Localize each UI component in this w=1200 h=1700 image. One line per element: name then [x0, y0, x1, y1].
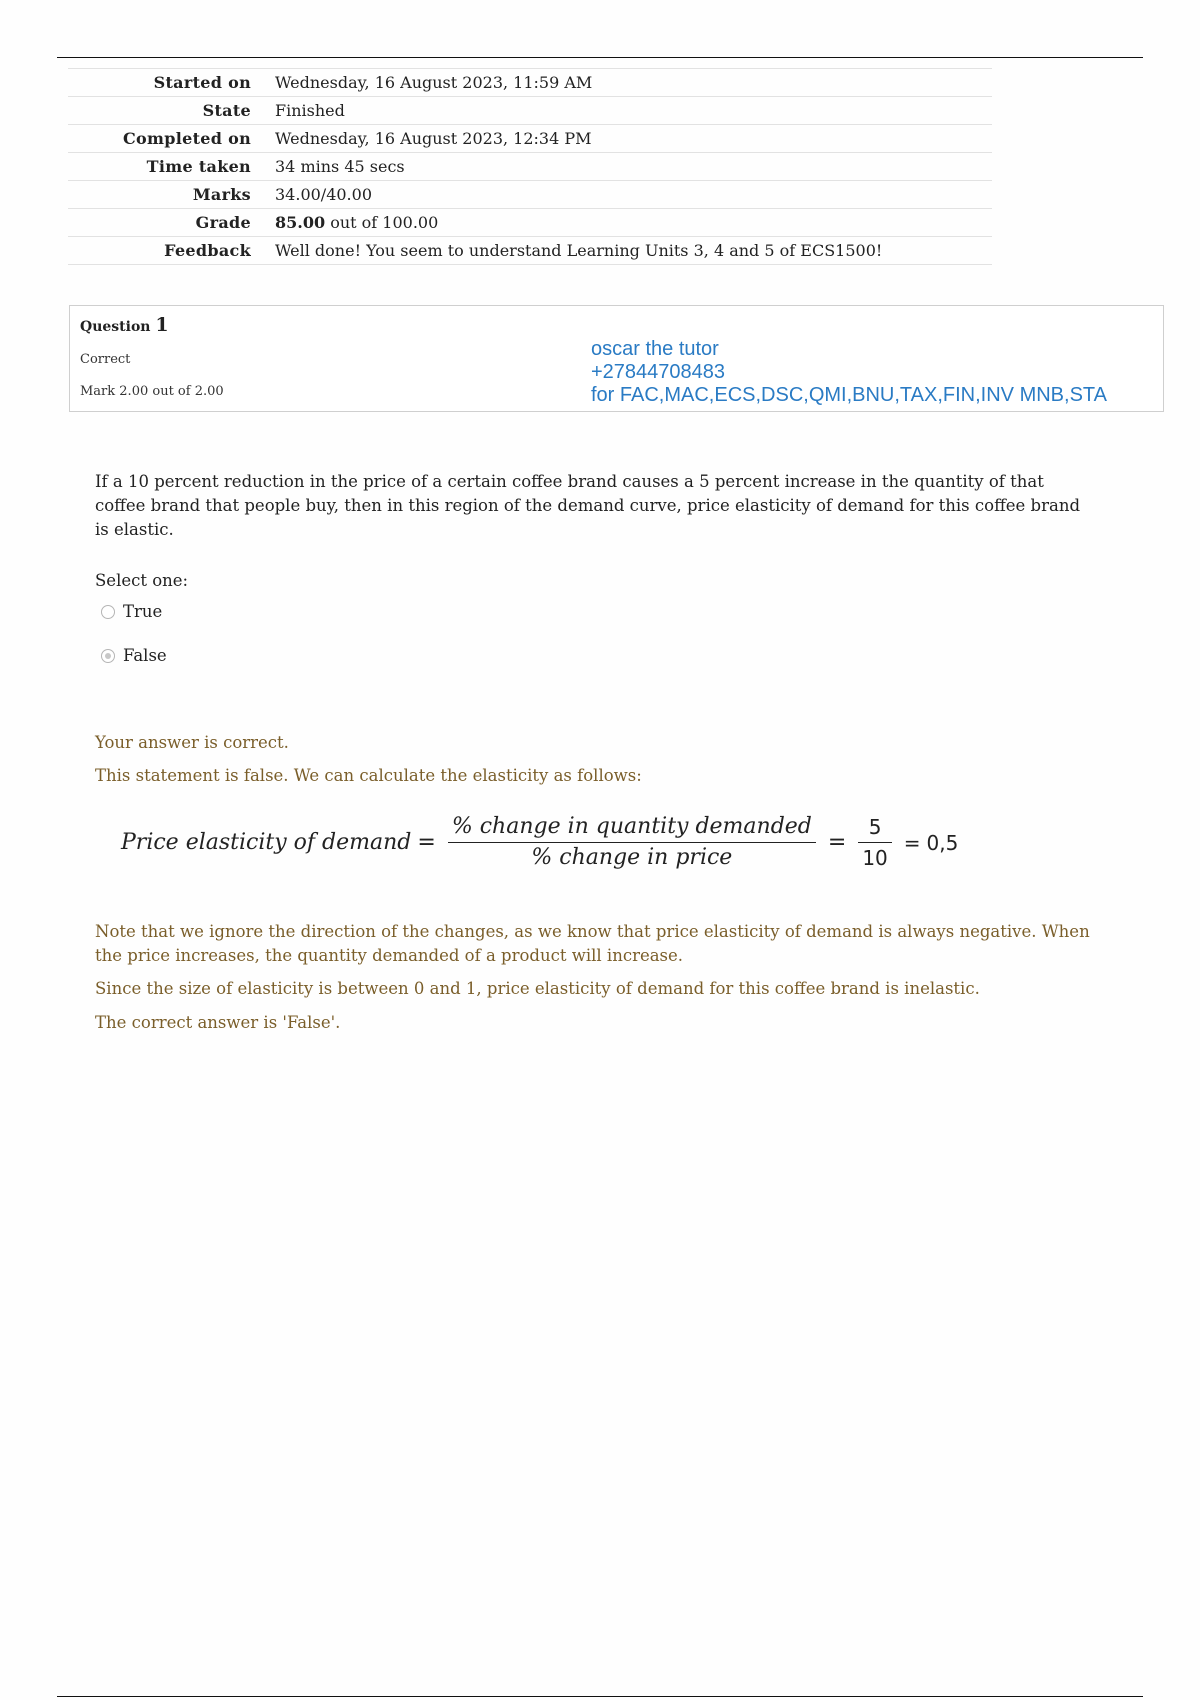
watermark-line-1: oscar the tutor	[591, 338, 719, 360]
summary-key: Time taken	[68, 153, 268, 181]
question-mark: Mark 2.00 out of 2.00	[80, 384, 224, 399]
option-true-label: True	[123, 602, 163, 621]
summary-row-time-taken	[68, 153, 992, 181]
question-state: Correct	[80, 352, 131, 367]
value-numerator: 5	[868, 815, 882, 839]
summary-value: Finished	[268, 97, 992, 125]
summary-key: Completed on	[68, 125, 268, 153]
watermark-line-3: for FAC,MAC,ECS,DSC,QMI,BNU,TAX,FIN,INV MNB,STA	[591, 384, 1107, 406]
summary-key: Marks	[68, 181, 268, 209]
summary-value: 34 mins 45 secs	[268, 153, 992, 181]
value-denominator: 10	[862, 846, 888, 870]
question-info-box	[69, 305, 1164, 412]
equals-sign: =	[417, 830, 436, 855]
feedback-correct-message: Your answer is correct.	[95, 733, 289, 752]
summary-row-completed	[68, 125, 992, 153]
summary-value: Wednesday, 16 August 2023, 11:59 AM	[268, 69, 992, 97]
feedback-intro: This statement is false. We can calculate the elasticity as follows:	[95, 766, 642, 785]
summary-row-grade	[68, 209, 992, 237]
tutor-watermark	[591, 338, 1107, 407]
radio-false[interactable]	[101, 649, 115, 663]
top-rule	[57, 57, 1143, 58]
summary-value: Wednesday, 16 August 2023, 12:34 PM	[268, 125, 992, 153]
select-one-prompt: Select one:	[95, 571, 189, 590]
formula-result: 0,5	[926, 830, 959, 855]
formula-denominator: % change in price	[531, 845, 733, 870]
watermark-line-2: +27844708483	[591, 361, 726, 383]
grade-value: 85.00	[275, 213, 326, 232]
formula-fraction	[448, 812, 816, 873]
summary-key: Feedback	[68, 237, 268, 265]
summary-row-started	[68, 69, 992, 97]
feedback-note: Note that we ignore the direction of the changes, as we know that price elasticity of demand is always negative. When the price increases, the quantity demanded of a product will increase.	[95, 922, 1090, 965]
summary-value: 34.00/40.00	[268, 181, 992, 209]
summary-row-marks	[68, 181, 992, 209]
value-fraction	[858, 812, 891, 873]
attempt-summary-table	[68, 68, 992, 265]
equals-sign: =	[903, 830, 921, 855]
equals-sign: =	[827, 830, 847, 855]
radio-true[interactable]	[101, 605, 115, 619]
formula-numerator: % change in quantity demanded	[451, 814, 812, 839]
summary-key: State	[68, 97, 268, 125]
question-number: 1	[155, 314, 169, 336]
question-title	[80, 314, 169, 336]
summary-value: Well done! You seem to understand Learning Units 3, 4 and 5 of ECS1500!	[268, 237, 992, 265]
grade-total: out of 100.00	[325, 213, 439, 232]
summary-row-state	[68, 97, 992, 125]
feedback-since: Since the size of elasticity is between 0 and 1, price elasticity of demand for this coffee brand is inelastic.	[95, 979, 980, 998]
option-true[interactable]	[101, 602, 162, 621]
feedback-answer: The correct answer is 'False'.	[95, 1013, 341, 1032]
elasticity-formula	[121, 812, 958, 873]
option-false-label: False	[123, 646, 167, 665]
option-false[interactable]	[101, 646, 167, 665]
bottom-rule	[57, 1696, 1143, 1697]
summary-key: Grade	[68, 209, 268, 237]
formula-lhs: Price elasticity of demand	[121, 830, 412, 855]
summary-value	[268, 209, 992, 237]
question-text: If a 10 percent reduction in the price of a certain coffee brand causes a 5 percent increase in the quantity of that coffee brand that people buy, then in this region of the demand curve, price elasticity of demand for this coffee brand is elastic.	[95, 472, 1081, 539]
summary-row-feedback	[68, 237, 992, 265]
question-label: Question	[80, 319, 151, 335]
summary-key: Started on	[68, 69, 268, 97]
